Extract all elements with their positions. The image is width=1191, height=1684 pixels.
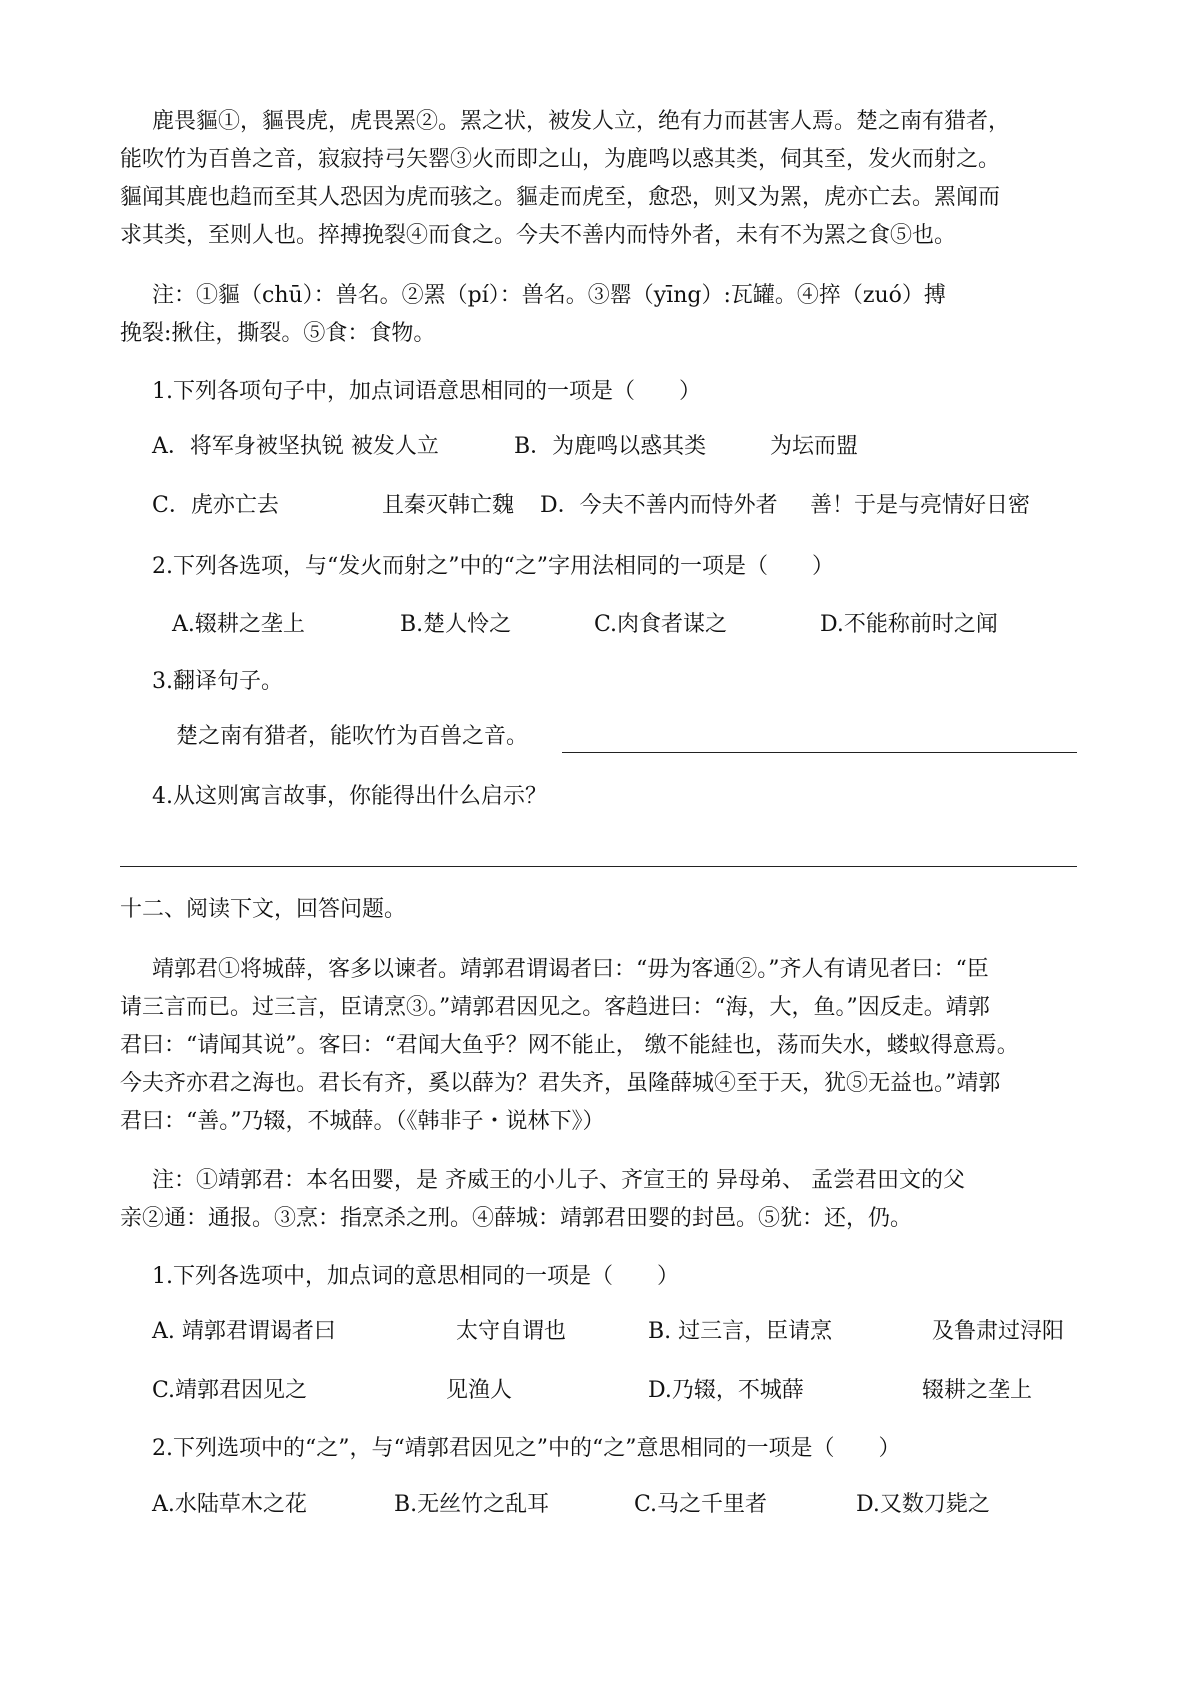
option-b: B.无丝竹之乱耳 <box>394 1492 550 1517</box>
note-line: 注：①靖郭君：本名田婴，是 齐威王的小儿子、齐宣王的 异母弟、 孟尝君田文的父 <box>152 1168 965 1193</box>
option-c: C．虎亦亡去 <box>152 493 279 518</box>
passage-line: 靖郭君①将城薛，客多以谏者。靖郭君谓谒者曰：“毋为客通②。”齐人有请见者曰：“臣 <box>152 957 989 982</box>
option-c-pair: 见渔人 <box>446 1378 513 1403</box>
passage-line: 请三言而已。过三言，臣请烹③。”靖郭君因见之。客趋进曰：“海，大，鱼。”因反走。靖郭 <box>120 995 990 1020</box>
option-a: A.水陆草木之花 <box>152 1492 307 1517</box>
option-c-pair: 且秦灭韩亡魏 <box>382 493 515 518</box>
option-a: A．将军身被坚执锐 被发人立 <box>152 434 439 459</box>
option-b-pair: 及鲁肃过浔阳 <box>932 1319 1065 1344</box>
option-d: D.乃辍，不城薛 <box>648 1378 804 1403</box>
note-line: 注：①貙（chū）：兽名。②罴（pí）：兽名。③罂（yīng）:瓦罐。④捽（zuó）搏 <box>152 283 946 308</box>
option-d-pair: 善！于是与亮情好日密 <box>810 493 1031 518</box>
note-line: 挽裂:揪住，撕裂。⑤食：食物。 <box>120 321 436 346</box>
note-line: 亲②通：通报。③烹：指烹杀之刑。④薛城：靖郭君田婴的封邑。⑤犹：还，仍。 <box>120 1206 913 1231</box>
option-a-pair: 太守自谓也 <box>456 1319 567 1344</box>
option-b: B．为鹿鸣以惑其类 <box>514 434 707 459</box>
passage-line: 鹿畏貙①，貙畏虎，虎畏罴②。罴之状，被发人立，绝有力而甚害人焉。楚之南有猎者， <box>152 109 1011 134</box>
option-d-pair: 辍耕之垄上 <box>922 1378 1033 1403</box>
passage-line: 能吹竹为百兽之音，寂寂持弓矢罂③火而即之山，为鹿鸣以惑其类，伺其至，发火而射之。 <box>120 147 1001 172</box>
answer-line <box>562 752 1077 753</box>
option-d: D.不能称前时之闻 <box>820 612 998 637</box>
answer-line <box>120 866 1077 867</box>
option-c: C.靖郭君因见之 <box>152 1378 308 1403</box>
passage-line: 求其类，至则人也。捽搏挽裂④而食之。今夫不善内而恃外者，未有不为罴之食⑤也。 <box>120 223 957 248</box>
question-3-stem: 3.翻译句子。 <box>152 669 283 694</box>
passage-line: 貙闻其鹿也趋而至其人恐因为虎而骇之。貙走而虎至，愈恐，则又为罴，虎亦亡去。罴闻而 <box>120 185 1001 210</box>
question-2-stem: 2.下列选项中的“之”，与“靖郭君因见之”中的“之”意思相同的一项是（ ） <box>152 1436 901 1461</box>
option-b: B.楚人怜之 <box>400 612 512 637</box>
passage-line: 今夫齐亦君之海也。君长有齐，奚以薛为？君失齐，虽隆薛城④至于天，犹⑤无益也。”靖郭 <box>120 1071 1001 1096</box>
passage-line: 君曰：“善。”乃辍，不城薛。（《韩非子・说林下》） <box>120 1109 605 1134</box>
option-d: D.又数刀毙之 <box>856 1492 990 1517</box>
option-b-pair: 为坛而盟 <box>770 434 859 459</box>
option-a: A.辍耕之垄上 <box>172 612 305 637</box>
translate-sentence: 楚之南有猎者，能吹竹为百兽之音。 <box>176 724 529 749</box>
question-1-stem: 1.下列各选项中，加点词的意思相同的一项是（ ） <box>152 1264 679 1289</box>
option-a: A. 靖郭君谓谒者曰 <box>152 1319 336 1344</box>
question-2-stem: 2.下列各选项，与“发火而射之”中的“之”字用法相同的一项是（ ） <box>152 554 834 579</box>
option-b: B. 过三言，臣请烹 <box>648 1319 833 1344</box>
question-4-stem: 4.从这则寓言故事，你能得出什么启示？ <box>152 784 547 809</box>
option-d: D．今夫不善内而恃外者 <box>540 493 778 518</box>
question-1-stem: 1.下列各项句子中，加点词语意思相同的一项是（ ） <box>152 379 701 404</box>
option-c: C.肉食者谋之 <box>594 612 728 637</box>
option-c: C.马之千里者 <box>634 1492 768 1517</box>
section-heading: 十二、阅读下文，回答问题。 <box>120 897 407 922</box>
passage-line: 君曰：“请闻其说”。客曰：“君闻大鱼乎？网不能止， 缴不能絓也，荡而失水，蝼蚁得意焉。 <box>120 1033 1019 1058</box>
